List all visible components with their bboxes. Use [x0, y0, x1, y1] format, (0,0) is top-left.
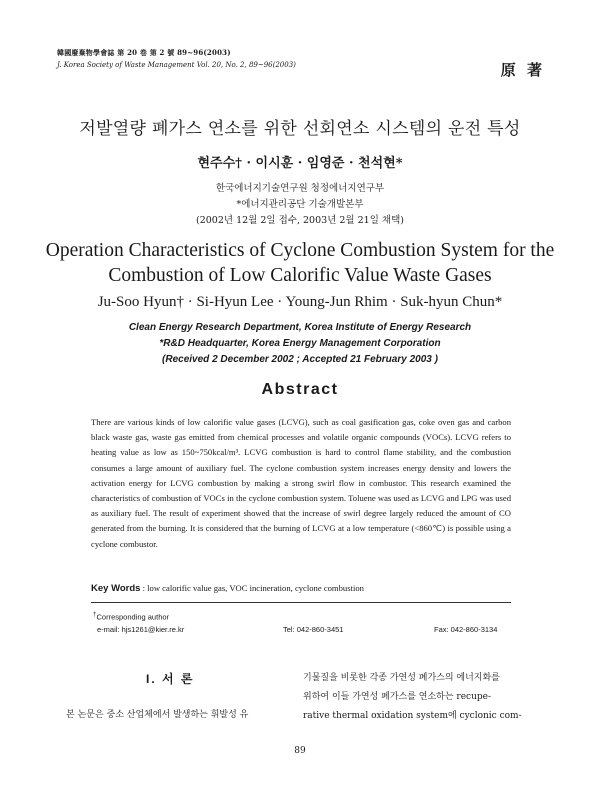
korean-authors: 현주수† · 이시훈 · 임영준 · 천석현*	[197, 156, 403, 171]
english-title-line-1: Operation Characteristics of Cyclone Combustion System for the	[45, 240, 555, 261]
korean-title: 저발열량 폐가스 연소를 위한 선회연소 시스템의 운전 특성	[79, 119, 521, 139]
keywords-text: : low calorific value gas, VOC incineration, cyclone combustion	[142, 583, 364, 593]
page-number: 89	[294, 746, 306, 756]
english-authors: Ju-Soo Hyun† · Si-Hyun Lee · Young-Jun Rhim · Suk-hyun Chun*	[97, 294, 503, 310]
author-tel: Tel: 042-860-3451	[283, 625, 344, 634]
right-column-line: rative thermal oxidation system에 cyclonic com-	[303, 711, 522, 722]
author-email: e-mail: hjs1261@kier.re.kr	[97, 625, 185, 634]
korean-affiliation-2: *에너지관리공단 기술개발본부	[236, 199, 364, 210]
section-heading-introduction: I. 서 론	[146, 672, 195, 686]
journal-name-english: J. Korea Society of Waste Management Vol. 20, No. 2, 89~96(2003)	[57, 61, 296, 69]
abstract-heading: Abstract	[261, 381, 339, 398]
introduction-left-column: 본 논문은 중소 산업체에서 발생하는 휘발성 유	[66, 710, 249, 720]
english-dates: (Received 2 December 2002 ; Accepted 21 February 2003 )	[162, 354, 438, 365]
english-title-line-2: Combustion of Low Calorific Value Waste Gases	[108, 265, 492, 286]
right-column-line: 기물질을 비롯한 각종 가연성 폐가스의 에너지화를	[303, 673, 500, 683]
korean-affiliation-1: 한국에너지기술연구원 청정에너지연구부	[215, 183, 385, 194]
author-fax: Fax: 042-860-3134	[434, 625, 498, 634]
journal-name-korean: 韓國廢棄物學會誌 第 20 卷 第 2 號 89~96(2003)	[57, 48, 231, 57]
article-type-badge: 原 著	[500, 61, 545, 79]
keywords	[91, 583, 364, 594]
footnote-divider	[91, 602, 511, 603]
korean-dates: (2002년 12월 2일 접수, 2003년 2월 21일 채택)	[196, 215, 404, 226]
corresponding-author-note	[93, 611, 169, 622]
corresponding-author-label: Corresponding author	[96, 612, 170, 622]
keywords-label: Key Words	[91, 583, 141, 594]
abstract-body: There are various kinds of low calorific value gases (LCVG), such as coal gasification gas, coke oven gas and carbon black waste gas, waste gas emitted from chemical processes and volatile organic compounds (VOCs). LCVG refers to heating value as low as 150~750kcal/m³. LCVG combustion is hard to control flame stability, and the combustion consumes a large amount of auxiliary fuel. The cyclone combustion system increases energy density and lowers the activation energy for LCVG combustion by making a strong swirl flow in combustor. This research examined the characteristics of combustion of VOCs in the cyclone combustion system. Toluene was used as LCVG and LPG was used as auxiliary fuel. The result of experiment showed that the increase of swirl degree largely reduced the amount of CO generated from the burning. It is considered that the burning of LCVG at a low temperature (<860℃) is possible using a cyclone combustor.	[91, 417, 511, 549]
right-column-line: 위하여 이들 가연성 폐가스를 연소하는 recupe-	[303, 692, 492, 703]
english-affiliation-1: Clean Energy Research Department, Korea Institute of Energy Research	[128, 322, 472, 333]
introduction-right-column	[303, 669, 538, 727]
english-affiliation-2: *R&D Headquarter, Korea Energy Management Corporation	[159, 338, 441, 349]
dagger-marker: †	[93, 611, 97, 618]
